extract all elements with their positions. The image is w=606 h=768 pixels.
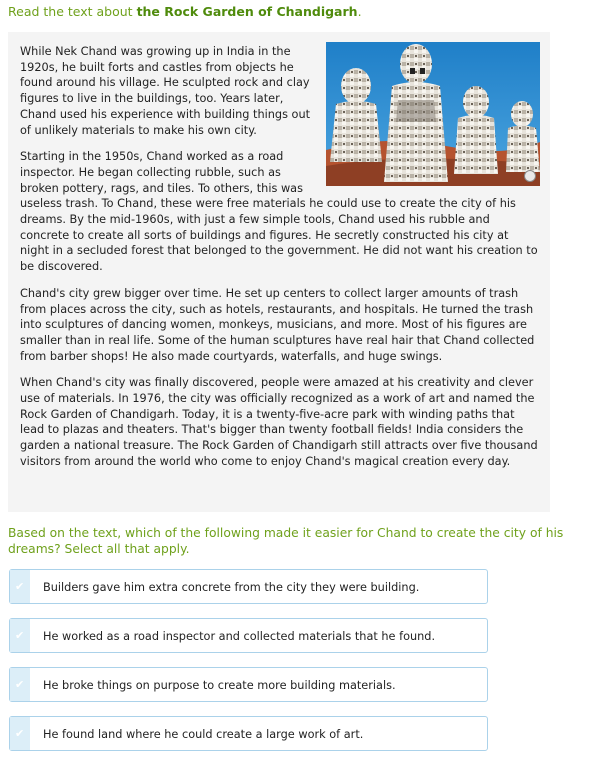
passage-paragraph-1: While Nek Chand was growing up in India in the 1920s, he built forts and castles from objects he found around his village. He sculpted rock and clay figures to live in the buildings, too. Years later, Chand used his experience with building things out of unlikely materials to make his own city. (20, 45, 311, 137)
answer-choice-4[interactable] (9, 716, 488, 751)
rock-garden-illustration (326, 42, 540, 186)
question-prompt: Based on the text, which of the following made it easier for Chand to create the city of his dreams? Select all that apply. (8, 526, 564, 556)
choice-tab (10, 668, 30, 701)
reading-passage (8, 32, 550, 512)
choice-tab (10, 619, 30, 652)
choice-label: He worked as a road inspector and collected materials that he found. (43, 630, 436, 643)
check-icon: ✔ (15, 629, 25, 642)
choice-label: He broke things on purpose to create more building materials. (43, 679, 396, 692)
passage-paragraph-4: When Chand's city was finally discovered, people were amazed at his creativity and clever use of materials. In 1976, the city was officially recognized as a work of art and named the Rock Garden of Chandigarh. Today, it is a twenty-five-acre park with winding paths that lead to plazas and theaters. That's bigger than twenty football fields! India considers the garden a national treasure. The Rock Garden of Chandigarh still attracts over five thousand visitors from around the world who come to enjoy Chand's magical creation every day. (20, 376, 538, 468)
passage-paragraph-3: Chand's city grew bigger over time. He set up centers to collect larger amounts of trash from places across the city, such as hotels, restaurants, and hospitals. He turned the trash into sculptures of dancing women, monkeys, musicians, and more. Most of his figures are smaller than in real life. Some of the human sculptures have real hair that Chand collected from barber shops! He also made courtyards, waterfalls, and huge swings. (20, 286, 535, 363)
check-icon: ✔ (15, 580, 25, 593)
choice-tab (10, 717, 30, 750)
intro-suffix: . (357, 4, 362, 19)
answer-choice-3[interactable] (9, 667, 488, 702)
check-icon: ✔ (15, 678, 25, 691)
rock-garden-photo (326, 42, 540, 186)
intro-title: the Rock Garden of Chandigarh (136, 4, 358, 19)
zoom-dot-icon[interactable] (524, 170, 536, 182)
intro-prefix: Read the text about (8, 4, 137, 19)
answer-choice-2[interactable] (9, 618, 488, 653)
check-icon: ✔ (15, 727, 25, 740)
intro-line (8, 4, 362, 19)
choice-label: He found land where he could create a large work of art. (43, 728, 364, 741)
choice-label: Builders gave him extra concrete from the city they were building. (43, 581, 420, 594)
answer-choice-1[interactable] (9, 569, 488, 604)
choice-tab (10, 570, 30, 603)
passage-paragraph-2: Starting in the 1950s, Chand worked as a road inspector. He began collecting rubble, such as broken pottery, rags, and tiles. To others, this was useless trash. To Chand, these were free materials he could use to create the city of his dreams. By the mid-1960s, with just a few simple tools, Chand used his rubble and concrete to create all sorts of buildings and figures. He secretly constructed his city at night in a secluded forest that belonged to the government. He did not want his creation to be discovered. (20, 150, 538, 274)
